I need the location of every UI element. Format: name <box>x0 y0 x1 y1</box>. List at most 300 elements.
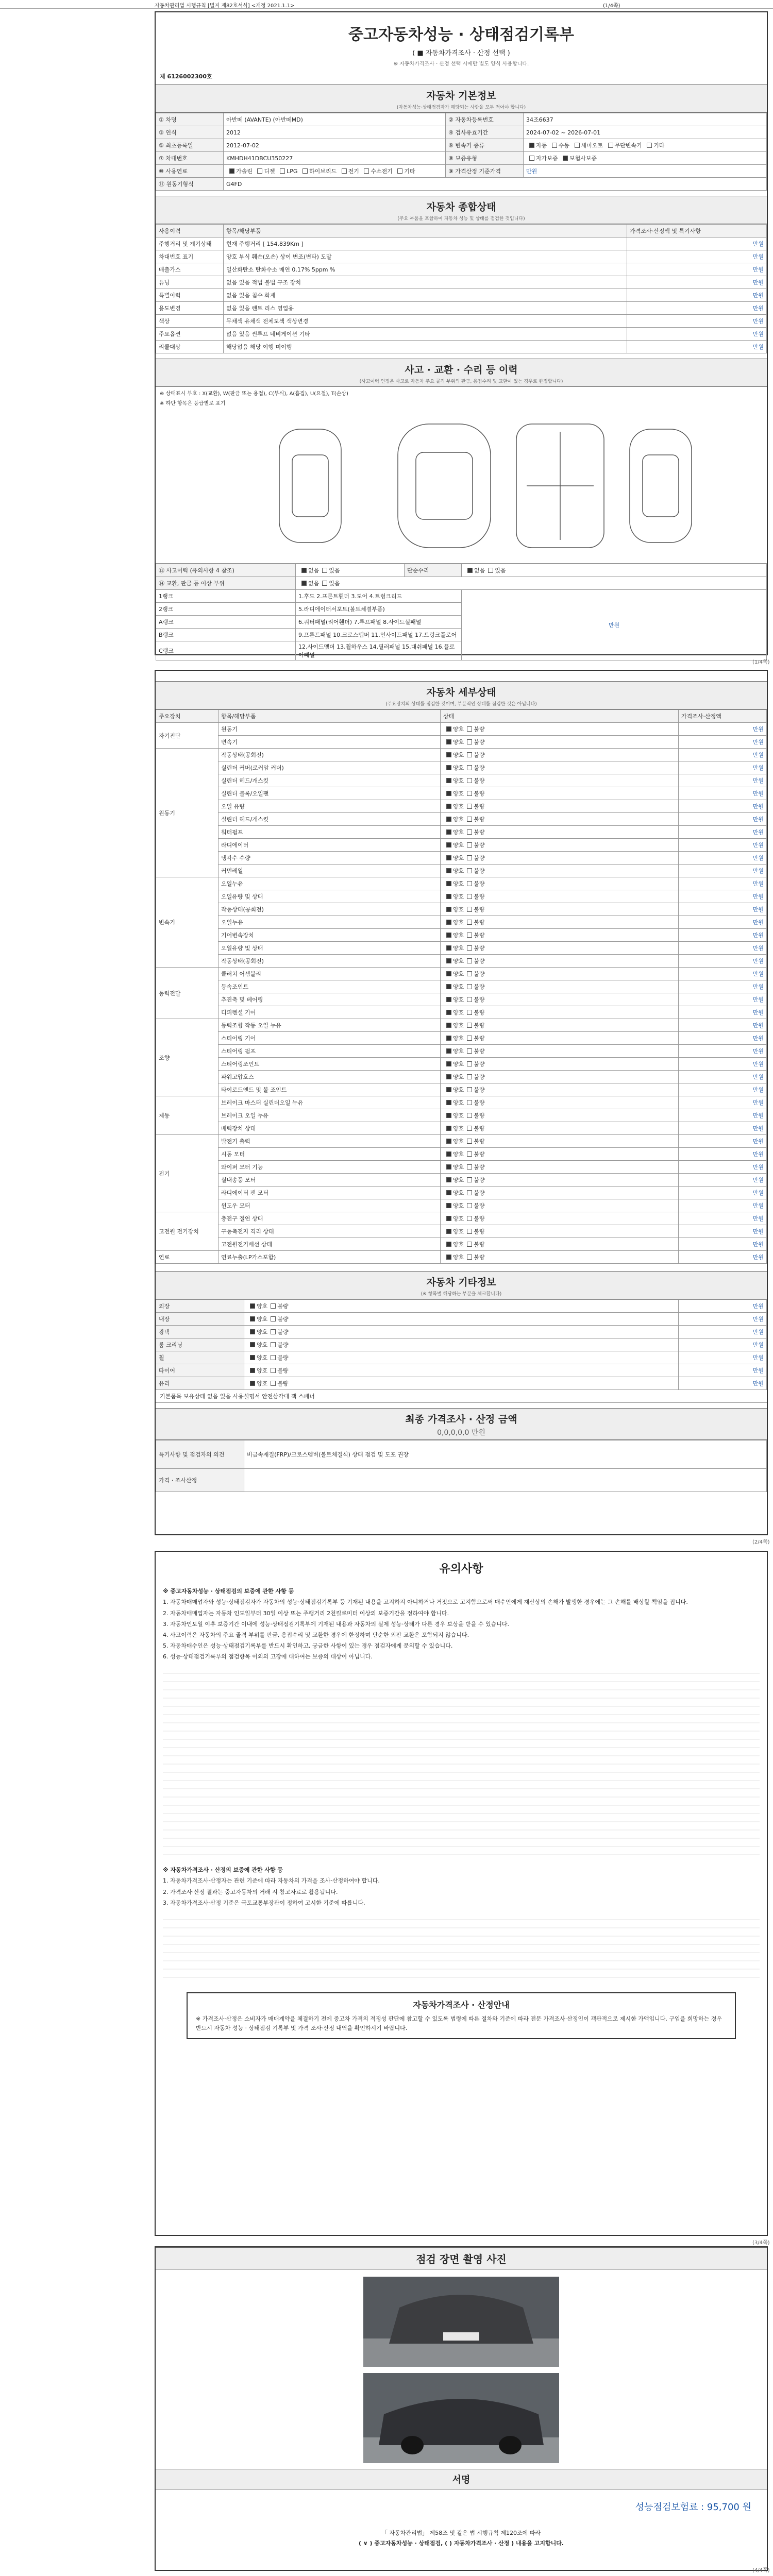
checkbox[interactable] <box>250 1303 255 1309</box>
checkbox[interactable] <box>608 143 613 148</box>
option-label: 양호 <box>453 1048 464 1055</box>
status-options <box>441 839 679 852</box>
row-price: 만원 <box>679 1238 767 1251</box>
checkbox[interactable] <box>446 945 451 951</box>
status-options <box>441 736 679 749</box>
checkbox[interactable] <box>467 971 472 976</box>
warranty-label: ⑧ 보증유형 <box>446 152 524 165</box>
status-options <box>244 1326 679 1338</box>
form-reference: 자동차관리법 시행규칙 [별지 제82호서식] <개정 2021.1.1> <box>155 3 295 9</box>
row-price: 만원 <box>679 1212 767 1225</box>
status-options <box>441 993 679 1006</box>
table-row <box>156 1174 767 1187</box>
item-label: 디퍼렌셜 기어 <box>219 1006 441 1019</box>
status-options <box>441 903 679 916</box>
reg-no: 34조6637 <box>524 113 767 126</box>
form-header-line <box>0 0 773 9</box>
checkbox[interactable] <box>467 958 472 963</box>
item-label: 스티어링 펌프 <box>219 1045 441 1058</box>
checkbox[interactable] <box>467 1242 472 1247</box>
checkbox[interactable] <box>446 1113 451 1118</box>
option-label: 자가보증 <box>536 155 558 162</box>
checkbox[interactable] <box>467 933 472 938</box>
row-price: 만원 <box>679 839 767 852</box>
status-options <box>441 1161 679 1174</box>
row-price: 만원 <box>679 877 767 890</box>
photo-title: 점검 장면 촬영 사진 <box>156 2247 767 2269</box>
status-options <box>441 1212 679 1225</box>
row-key: 외장 <box>156 1300 244 1313</box>
checkbox[interactable] <box>446 855 451 860</box>
accident-price: 만원 <box>462 590 767 660</box>
final-header <box>156 1408 767 1440</box>
option-label: 있음 <box>329 567 340 574</box>
checkbox[interactable] <box>467 1010 472 1015</box>
table-row <box>156 1148 767 1161</box>
other-title: 자동차 기타정보 <box>426 1277 496 1288</box>
checkbox[interactable] <box>446 1023 451 1028</box>
checkbox[interactable] <box>446 765 451 770</box>
checkbox[interactable] <box>467 907 472 912</box>
table-row <box>156 1109 767 1122</box>
row-price: 만원 <box>679 942 767 955</box>
checkbox[interactable] <box>446 997 451 1002</box>
row-price: 만원 <box>627 276 767 289</box>
checkbox[interactable] <box>467 817 472 822</box>
option-label: 양호 <box>453 855 464 861</box>
item-label: 워터펌프 <box>219 826 441 839</box>
option-label: 양호 <box>257 1316 268 1323</box>
option-label: 불량 <box>474 726 485 733</box>
status-options <box>441 1225 679 1238</box>
checkbox[interactable] <box>647 143 652 148</box>
table-row <box>156 1469 767 1492</box>
status-options <box>244 1364 679 1377</box>
status-options <box>441 968 679 980</box>
car-name: 아반떼 (AVANTE) (아반떼MD) <box>224 113 446 126</box>
row-key: 튜닝 <box>156 276 224 289</box>
checkbox[interactable] <box>552 143 557 148</box>
checkbox[interactable] <box>364 168 369 174</box>
checkbox[interactable] <box>467 894 472 899</box>
table-row <box>156 877 767 890</box>
checkbox[interactable] <box>467 1087 472 1092</box>
option-label: 불량 <box>474 765 485 771</box>
checkbox[interactable] <box>467 568 473 573</box>
grade-label: A랭크 <box>156 616 296 629</box>
option-label: 불량 <box>474 739 485 745</box>
item-label: 실린더 헤드/개스킷 <box>219 774 441 787</box>
checkbox[interactable] <box>467 1164 472 1170</box>
notice-subtitle-2: ※ 자동차가격조사 · 산정의 보증에 관한 사항 등 <box>163 1867 283 1874</box>
checkbox[interactable] <box>250 1355 255 1360</box>
checkbox[interactable] <box>529 156 534 161</box>
option-label: 불량 <box>474 1035 485 1042</box>
row-price: 만원 <box>679 787 767 800</box>
checkbox[interactable] <box>467 1100 472 1105</box>
status-options <box>441 1199 679 1212</box>
car-outline-diagram <box>156 409 767 563</box>
checkbox[interactable] <box>446 1139 451 1144</box>
table-row <box>156 1032 767 1045</box>
table-row <box>156 1238 767 1251</box>
item-label: 원동기 <box>219 723 441 736</box>
checkbox[interactable] <box>467 829 472 835</box>
checkbox[interactable] <box>467 881 472 886</box>
row-value <box>244 1469 767 1492</box>
col-header: 가격조사·산정액 <box>679 710 767 723</box>
item-label: 작동상태(공회전) <box>219 749 441 761</box>
checkbox[interactable] <box>446 804 451 809</box>
option-label: 자동 <box>536 142 547 149</box>
col-header: 사용이력 <box>156 225 224 238</box>
checkbox[interactable] <box>271 1355 276 1360</box>
option-label: 양호 <box>257 1354 268 1361</box>
checkbox[interactable] <box>271 1368 276 1373</box>
option-label: 불량 <box>277 1303 289 1310</box>
option-label: 양호 <box>453 1202 464 1209</box>
row-price: 만원 <box>679 1187 767 1199</box>
checkbox[interactable] <box>446 1100 451 1105</box>
checkbox[interactable] <box>446 894 451 899</box>
option-label: 양호 <box>257 1329 268 1335</box>
option-label: 불량 <box>474 932 485 939</box>
checkbox[interactable] <box>271 1316 276 1321</box>
option-label: 불량 <box>474 880 485 887</box>
row-price: 만원 <box>679 1109 767 1122</box>
row-price: 만원 <box>679 865 767 877</box>
option-label: 디젤 <box>264 168 275 175</box>
checkbox[interactable] <box>446 778 451 783</box>
item-label: 오일누유 <box>219 877 441 890</box>
checkbox[interactable] <box>467 1074 472 1079</box>
detail-note: (주요장치의 상태를 점검한 것이며, 부분적인 상태를 점검한 것은 아닙니다) <box>385 702 537 707</box>
checkbox[interactable] <box>271 1329 276 1334</box>
item-label: 오일누유 <box>219 916 441 929</box>
checkbox[interactable] <box>563 156 568 161</box>
option-label: 불량 <box>474 1099 485 1106</box>
option-label: 불량 <box>277 1342 289 1348</box>
option-label: 양호 <box>453 1138 464 1145</box>
checkbox[interactable] <box>467 1113 472 1118</box>
status-options <box>441 1109 679 1122</box>
option-label: 양호 <box>257 1303 268 1310</box>
checkbox[interactable] <box>467 1023 472 1028</box>
checkbox[interactable] <box>467 1216 472 1221</box>
option-label: 양호 <box>453 868 464 874</box>
checkbox[interactable] <box>446 791 451 796</box>
status-options <box>441 826 679 839</box>
basic-info-title: 자동차 기본정보 <box>426 90 496 101</box>
checkbox[interactable] <box>467 1048 472 1054</box>
wheel <box>401 2436 424 2454</box>
item-label: 파워고압호스 <box>219 1071 441 1083</box>
checkbox[interactable] <box>271 1381 276 1386</box>
checkbox[interactable] <box>467 739 472 744</box>
table-row <box>156 276 767 289</box>
checkbox[interactable] <box>446 829 451 835</box>
checkbox[interactable] <box>467 868 472 873</box>
option-label: 하이브리드 <box>309 168 337 175</box>
option-label: 불량 <box>474 1215 485 1222</box>
table-row <box>156 263 767 276</box>
car-front-photo <box>363 2277 559 2367</box>
checkbox[interactable] <box>467 804 472 809</box>
warranty-options <box>524 152 767 165</box>
page-number: (2/4쪽) <box>752 1539 770 1545</box>
other-header <box>156 1271 767 1299</box>
table-row <box>156 787 767 800</box>
checkbox[interactable] <box>467 778 472 783</box>
option-label: 불량 <box>474 1241 485 1248</box>
price-guide-title: 자동차가격조사 · 산정안내 <box>413 1999 510 2010</box>
checkbox[interactable] <box>280 168 285 174</box>
notice-paragraph: 2. 가격조사·산정 결과는 중고자동차의 거래 시 참고자료로 활용됩니다. <box>163 1888 338 1895</box>
status-options <box>441 877 679 890</box>
checkbox[interactable] <box>446 1203 451 1208</box>
reg-no-label: ② 자동차등록번호 <box>446 113 524 126</box>
option-label: 있음 <box>495 567 506 574</box>
checkbox[interactable] <box>467 1177 472 1182</box>
option-label: 양호 <box>453 1074 464 1080</box>
checkbox[interactable] <box>446 1151 451 1157</box>
checkbox[interactable] <box>271 1303 276 1309</box>
checkbox[interactable] <box>467 1061 472 1066</box>
checkbox[interactable] <box>446 1036 451 1041</box>
row-price: 만원 <box>679 761 767 774</box>
checkbox[interactable] <box>301 568 307 573</box>
option-label: 불량 <box>474 945 485 952</box>
checkbox[interactable] <box>467 920 472 925</box>
checkbox[interactable] <box>467 1203 472 1208</box>
item-label: 추진축 및 베어링 <box>219 993 441 1006</box>
item-label: 브레이크 오일 누유 <box>219 1109 441 1122</box>
overall-note: (주요 부품을 포함하여 자동차 성능 및 상태를 점검한 것입니다) <box>397 216 525 222</box>
outer-panel-label: ⑭ 교환, 판금 등 이상 부위 <box>156 577 296 590</box>
option-label: 양호 <box>453 996 464 1003</box>
checkbox[interactable] <box>446 984 451 989</box>
checkbox[interactable] <box>446 971 451 976</box>
row-price: 만원 <box>679 1032 767 1045</box>
overall-table <box>156 224 767 353</box>
checkbox[interactable] <box>467 1036 472 1041</box>
option-label: 불량 <box>474 829 485 836</box>
item-label: 등속조인트 <box>219 980 441 993</box>
checkbox[interactable] <box>575 143 580 148</box>
checkbox[interactable] <box>301 581 307 586</box>
checkbox[interactable] <box>397 168 402 174</box>
checkbox[interactable] <box>250 1381 255 1386</box>
option-label: 불량 <box>474 1254 485 1261</box>
checkbox[interactable] <box>446 1010 451 1015</box>
checkbox[interactable] <box>446 868 451 873</box>
option-label: 불량 <box>474 971 485 977</box>
checkbox[interactable] <box>271 1342 276 1347</box>
checkbox[interactable] <box>446 817 451 822</box>
checkbox[interactable] <box>467 752 472 757</box>
checkbox[interactable] <box>467 1139 472 1144</box>
item-label: 와이퍼 모터 기능 <box>219 1161 441 1174</box>
checkbox[interactable] <box>446 1061 451 1066</box>
checkbox[interactable] <box>446 1255 451 1260</box>
checkbox[interactable] <box>446 958 451 963</box>
row-value: 양호 부식 훼손(오손) 상이 변조(변타) 도말 <box>224 250 627 263</box>
option-label: 양호 <box>453 1022 464 1029</box>
table-row <box>156 813 767 826</box>
checkbox[interactable] <box>446 1048 451 1054</box>
checkbox[interactable] <box>229 168 234 174</box>
checkbox[interactable] <box>446 726 451 732</box>
checkbox[interactable] <box>342 168 347 174</box>
item-label: 변속기 <box>219 736 441 749</box>
item-label: 커먼레일 <box>219 865 441 877</box>
checkbox[interactable] <box>250 1368 255 1373</box>
checkbox[interactable] <box>322 581 327 586</box>
checkbox[interactable] <box>446 752 451 757</box>
checkbox[interactable] <box>446 920 451 925</box>
page-number: (1/4쪽) <box>752 659 770 665</box>
item-label: 작동상태(공회전) <box>219 955 441 968</box>
option-label: 양호 <box>453 1215 464 1222</box>
checkbox[interactable] <box>322 568 327 573</box>
option-label: 양호 <box>453 1009 464 1016</box>
document-number: 제 6126002300호 <box>160 73 212 80</box>
checkbox[interactable] <box>446 1229 451 1234</box>
trans-options <box>524 139 767 152</box>
status-options <box>441 723 679 736</box>
option-label: 양호 <box>453 1151 464 1158</box>
row-key: 특기사항 및 점검자의 의견 <box>156 1440 244 1469</box>
row-price: 만원 <box>679 1006 767 1019</box>
checkbox[interactable] <box>467 765 472 770</box>
final-table <box>156 1440 767 1492</box>
table-row <box>156 250 767 263</box>
row-price: 만원 <box>679 800 767 813</box>
checkbox[interactable] <box>446 1074 451 1079</box>
table-row <box>156 1364 767 1377</box>
checkbox[interactable] <box>250 1342 255 1347</box>
checkbox[interactable] <box>446 842 451 848</box>
option-label: 불량 <box>277 1354 289 1361</box>
accident-options <box>296 564 405 577</box>
checkbox[interactable] <box>467 855 472 860</box>
car-top-view <box>398 424 491 548</box>
table-row <box>156 1045 767 1058</box>
accident-history-label: ⑬ 사고이력 (유의사항 4 참조) <box>156 564 296 577</box>
checkbox[interactable] <box>446 1164 451 1170</box>
checkbox[interactable] <box>303 168 308 174</box>
item-label: 라디에이터 <box>219 839 441 852</box>
row-key: 유리 <box>156 1377 244 1390</box>
checkbox[interactable] <box>250 1316 255 1321</box>
row-key: 리콜대상 <box>156 341 224 353</box>
row-price: 만원 <box>627 250 767 263</box>
option-label: 양호 <box>453 803 464 810</box>
price-base-unit: 만원 <box>524 165 767 178</box>
checkbox[interactable] <box>467 842 472 848</box>
option-label: 양호 <box>257 1342 268 1348</box>
checkbox[interactable] <box>446 907 451 912</box>
checkbox[interactable] <box>257 168 262 174</box>
checkbox[interactable] <box>467 1151 472 1157</box>
checkbox[interactable] <box>467 997 472 1002</box>
status-options <box>441 890 679 903</box>
checkbox[interactable] <box>467 1126 472 1131</box>
row-price: 만원 <box>679 813 767 826</box>
option-label: 양호 <box>453 1241 464 1248</box>
car-left-side <box>279 429 341 543</box>
checkbox[interactable] <box>446 1126 451 1131</box>
checkbox[interactable] <box>446 739 451 744</box>
checkbox[interactable] <box>467 1190 472 1195</box>
status-options <box>441 774 679 787</box>
table-row <box>156 1006 767 1019</box>
status-options <box>244 1300 679 1313</box>
notice-paragraph: 4. 사고이력은 자동차의 주요 골격 부위를 판금, 용접수리 및 교환한 경우에 한정하며 단순한 외판 교환은 포함되지 않습니다. <box>163 1631 469 1638</box>
inspection-photo-front <box>363 2277 559 2367</box>
checkbox[interactable] <box>250 1329 255 1334</box>
checkbox[interactable] <box>467 984 472 989</box>
option-label: 불량 <box>474 816 485 823</box>
row-price: 만원 <box>679 929 767 942</box>
table-row <box>156 341 767 353</box>
checkbox[interactable] <box>446 1087 451 1092</box>
vin: KMHDH41DBCU350227 <box>224 152 446 165</box>
group-label: 변속기 <box>156 877 219 968</box>
item-label: 실린더 블록/오일팬 <box>219 787 441 800</box>
row-price: 만원 <box>627 328 767 341</box>
table-row <box>156 839 767 852</box>
status-options <box>441 852 679 865</box>
row-price: 만원 <box>679 1174 767 1187</box>
checkbox[interactable] <box>446 1190 451 1195</box>
checkbox[interactable] <box>529 143 534 148</box>
checkbox[interactable] <box>467 1255 472 1260</box>
row-value: 현재 주행거리 [ 154,839Km ] <box>224 238 627 250</box>
accident-table <box>156 564 767 660</box>
status-options <box>441 942 679 955</box>
checkbox[interactable] <box>446 933 451 938</box>
status-options <box>441 1251 679 1264</box>
row-key: 배출가스 <box>156 263 224 276</box>
group-label: 연료 <box>156 1251 219 1264</box>
row-price: 만원 <box>679 1122 767 1135</box>
checkbox[interactable] <box>446 1177 451 1182</box>
option-label: 불량 <box>474 1022 485 1029</box>
checkbox[interactable] <box>467 791 472 796</box>
year-label: ③ 연식 <box>156 126 224 139</box>
option-label: 양호 <box>257 1380 268 1387</box>
option-label: 양호 <box>453 752 464 758</box>
checkbox[interactable] <box>446 881 451 886</box>
checkbox[interactable] <box>467 726 472 732</box>
option-label: 양호 <box>453 790 464 797</box>
status-options <box>441 929 679 942</box>
checkbox[interactable] <box>446 1216 451 1221</box>
row-value: 일산화탄소 탄화수소 매연 0.17% 5ppm % <box>224 263 627 276</box>
option-label: 있음 <box>329 580 340 587</box>
status-options <box>441 1238 679 1251</box>
option-label: 불량 <box>474 984 485 990</box>
checkbox[interactable] <box>467 1229 472 1234</box>
checkbox[interactable] <box>488 568 493 573</box>
checkbox[interactable] <box>467 945 472 951</box>
option-label: 양호 <box>453 816 464 823</box>
table-row <box>156 1199 767 1212</box>
row-price: 만원 <box>627 289 767 302</box>
checkbox[interactable] <box>446 1242 451 1247</box>
row-price: 만원 <box>627 302 767 315</box>
